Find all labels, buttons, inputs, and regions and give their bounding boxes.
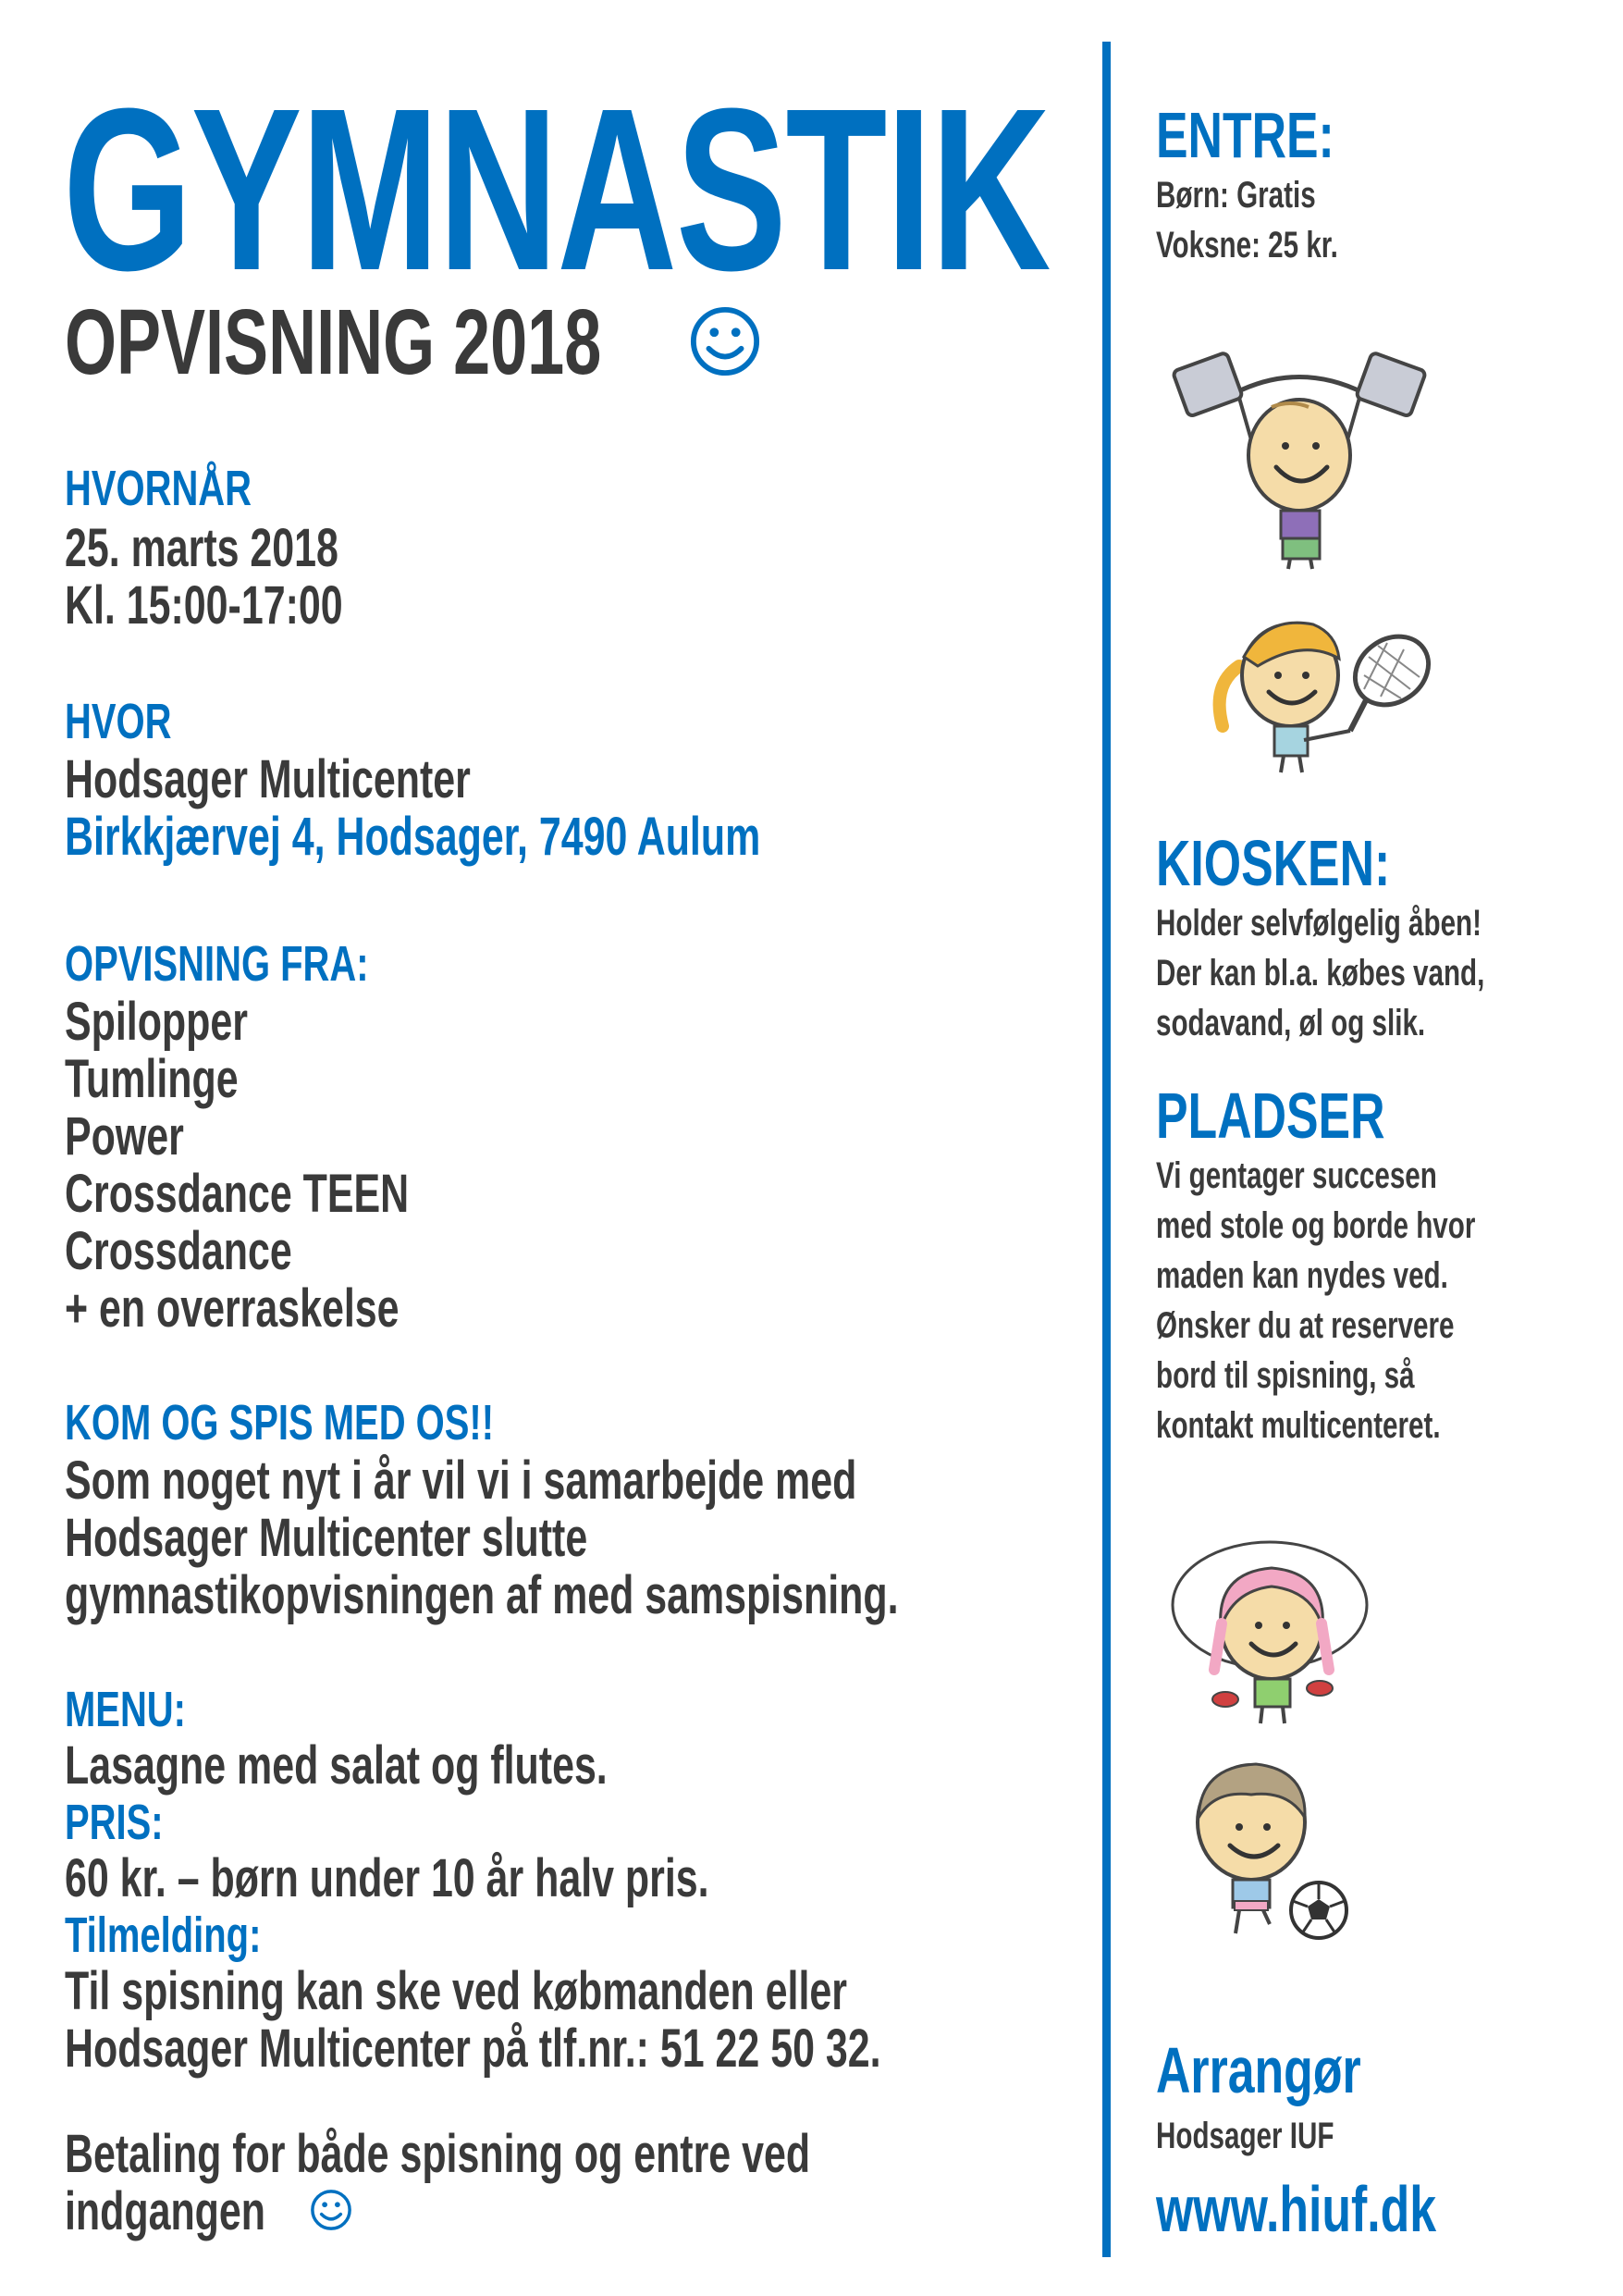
signup-line: Hodsager Multicenter på tlf.nr.: 51 22 50 32. [65, 2018, 881, 2079]
performer-item: Spilopper [65, 992, 248, 1052]
event-date: 25. marts 2018 [65, 518, 338, 578]
where-details [65, 751, 1005, 866]
entry-section [1156, 100, 1402, 270]
seats-section [1156, 1080, 1588, 1450]
kiosk-heading: KIOSKEN: [1156, 827, 1391, 899]
menu-heading: MENU: [65, 1682, 186, 1737]
signup-line: Til spisning kan ske ved købmanden eller [65, 1961, 847, 2021]
where-heading: HVOR [65, 694, 172, 749]
when-section [65, 461, 317, 516]
website-link-wrapper [1156, 2174, 1535, 2244]
poster-title: GYMNASTIK [63, 60, 1051, 318]
weightlifter-kid-illustration [1170, 342, 1429, 574]
performers-section [65, 936, 475, 992]
signup-heading: Tilmelding: [65, 1907, 262, 1963]
column-divider [1102, 42, 1111, 2257]
kiosk-line: sodavand, øl og slik. [1156, 1003, 1426, 1043]
venue-name: Hodsager Multicenter [65, 749, 471, 809]
price-text: 60 kr. – børn under 10 år halv pris. [65, 1848, 709, 1908]
when-heading: HVORNÅR [65, 461, 252, 516]
tennis-girl-illustration [1202, 601, 1443, 777]
smiley-icon [310, 2189, 352, 2231]
performer-item: Power [65, 1106, 184, 1167]
performer-item: Crossdance [65, 1221, 292, 1281]
football-boy-illustration [1182, 1753, 1367, 1947]
seats-line: med stole og borde hvor [1156, 1205, 1476, 1246]
smiley-icon [689, 305, 761, 377]
menu-price-section [65, 1682, 1168, 2078]
website-link[interactable]: www.hiuf.dk [1156, 2173, 1437, 2245]
performers-list [65, 994, 530, 1338]
dinner-section [65, 1395, 645, 1450]
when-details [65, 520, 440, 635]
menu-text: Lasagne med salat og flutes. [65, 1735, 608, 1796]
jump-rope-girl-illustration [1161, 1540, 1383, 1734]
payment-section [65, 2126, 1072, 2240]
kiosk-line: Der kan bl.a. købes vand, [1156, 953, 1485, 994]
seats-line: bord til spisning, så [1156, 1355, 1415, 1396]
organizer-name: Hodsager IUF [1156, 2116, 1334, 2156]
seats-line: Ønsker du at reservere [1156, 1305, 1455, 1346]
price-heading: PRIS: [65, 1795, 164, 1850]
dinner-heading: KOM OG SPIS MED OS!! [65, 1395, 495, 1450]
performers-heading: OPVISNING FRA: [65, 936, 369, 992]
event-time: Kl. 15:00-17:00 [65, 575, 343, 636]
entry-heading: ENTRE: [1156, 99, 1334, 171]
dinner-line: Hodsager Multicenter slutte [65, 1508, 588, 1568]
dinner-line: Som noget nyt i år vil vi i samarbejde med [65, 1450, 857, 1511]
dinner-line: gymnastikopvisningen af med samspisning. [65, 1565, 899, 1625]
seats-line: Vi gentager succesen [1156, 1155, 1437, 1196]
performer-item: + en overraskelse [65, 1278, 400, 1339]
seats-heading: PLADSER [1156, 1080, 1385, 1152]
kiosk-line: Holder selvfølgelig åben! [1156, 903, 1482, 944]
seats-line: maden kan nydes ved. [1156, 1255, 1448, 1296]
dinner-text [65, 1452, 1191, 1624]
payment-line: Betaling for både spisning og entre ved [65, 2124, 811, 2184]
kiosk-section [1156, 828, 1600, 1048]
seats-line: kontakt multicenteret. [1156, 1405, 1441, 1446]
entry-adults: Voksne: 25 kr. [1156, 225, 1338, 265]
performer-item: Tumlinge [65, 1049, 239, 1109]
poster-subtitle: OPVISNING 2018 [65, 290, 602, 394]
where-section [65, 694, 209, 749]
entry-children: Børn: Gratis [1156, 175, 1316, 216]
venue-address: Birkkjærvej 4, Hodsager, 7490 Aulum [65, 807, 761, 867]
organizer-section [1156, 2035, 1432, 2161]
organizer-heading: Arrangør [1156, 2034, 1361, 2106]
payment-line: indgangen [65, 2181, 265, 2241]
performer-item: Crossdance TEEN [65, 1164, 410, 1224]
